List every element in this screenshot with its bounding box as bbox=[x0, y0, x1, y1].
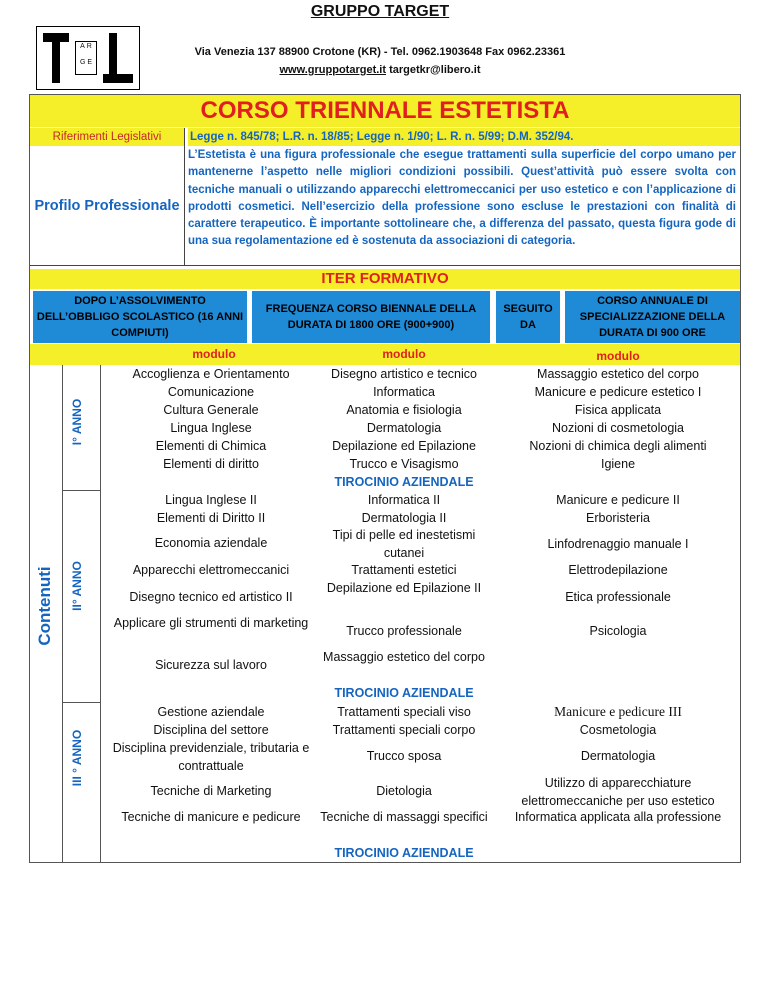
module-item: Informatica applicata alla professione bbox=[514, 810, 722, 824]
module-item: Apparecchi elettromeccanici bbox=[132, 563, 290, 577]
profilo-text: L’Estetista è una figura professionale che esegue trattamenti sulla superficie del corpo umano per mantenerne l’aspetto nelle migliori condizioni possibili. Quest’attività può essere svolta con tecniche manuali o utilizzando apparecchi elettromeccanici per uso estetico e con l’applicazione di prodotti cosmetici. Nell’esercizio della professione sono escluse le prestazioni con finalità di carattere terapeutico. È importante sottolineare che, a differenza del passato, questa figura gode di una sua regolamentazione ed è sostenuta da associazioni di categoria. bbox=[188, 149, 736, 248]
year-1-cell bbox=[62, 365, 100, 490]
contenuti-label: Contenuti bbox=[35, 566, 54, 646]
year-3-label: III ° ANNO bbox=[70, 729, 84, 787]
year-1-col-2 bbox=[312, 365, 496, 491]
logo bbox=[36, 26, 140, 90]
module-item: Elementi di Diritto II bbox=[156, 511, 266, 525]
header-annuale: CORSO ANNUALE DI SPECIALIZZAZIONE DELLA DURATA DI 900 ORE bbox=[565, 291, 740, 343]
module-item: Dietologia bbox=[376, 784, 432, 798]
divider bbox=[30, 265, 740, 266]
module-item: Informatica II bbox=[367, 493, 441, 507]
module-item: Cultura Generale bbox=[163, 403, 259, 417]
module-item: Trucco professionale bbox=[346, 624, 462, 638]
module-item: Utilizzo di apparecchiature elettromeccaniche per uso estetico bbox=[521, 776, 715, 808]
module-item: Etica professionale bbox=[565, 590, 671, 604]
iter-title: ITER FORMATIVO bbox=[30, 269, 740, 289]
module-item: Dermatologia bbox=[366, 421, 442, 435]
module-item: Psicologia bbox=[589, 624, 647, 638]
module-item: Linfodrenaggio manuale I bbox=[547, 537, 689, 551]
module-item: Elettrodepilazione bbox=[568, 563, 668, 577]
module-item: Trucco sposa bbox=[366, 749, 442, 763]
rif-label: Riferimenti Legislativi bbox=[30, 128, 184, 146]
module-item: Manicure e pedicure II bbox=[556, 493, 680, 507]
module-item: Manicure e pedicure III bbox=[554, 704, 682, 719]
company-title: GRUPPO TARGET bbox=[310, 3, 450, 20]
module-item: Tecniche di Marketing bbox=[150, 784, 272, 798]
module-item: Tecniche di massaggi specifici bbox=[320, 810, 488, 824]
module-item: Anatomia e fisiologia bbox=[346, 403, 462, 417]
module-item: Trattamenti speciali viso bbox=[337, 705, 471, 719]
modulo-label: modulo bbox=[596, 349, 640, 363]
company-address: Via Venezia 137 88900 Crotone (KR) - Tel. 0962.1903648 Fax 0962.23361 bbox=[194, 46, 566, 58]
module-item: Accoglienza e Orientamento bbox=[132, 367, 290, 381]
module-item: Cosmetologia bbox=[579, 723, 657, 737]
module-item: Informatica bbox=[373, 385, 435, 399]
module-item: Manicure e pedicure estetico I bbox=[534, 385, 702, 399]
module-item: Applicare gli strumenti di marketing bbox=[113, 616, 309, 630]
year-3-cell bbox=[62, 703, 100, 862]
website-link[interactable]: www.gruppotarget.it bbox=[279, 64, 387, 76]
modulo-label: modulo bbox=[192, 347, 236, 361]
divider bbox=[100, 365, 101, 862]
module-item: Depilazione ed Epilazione II bbox=[326, 581, 482, 595]
course-title: CORSO TRIENNALE ESTETISTA bbox=[200, 97, 570, 124]
module-item: Dermatologia bbox=[580, 749, 656, 763]
year-1-col-1 bbox=[111, 365, 311, 473]
module-item: Massaggio estetico del corpo bbox=[323, 650, 485, 664]
module-item: Massaggio estetico del corpo bbox=[537, 367, 699, 381]
module-item: Nozioni di chimica degli alimenti bbox=[529, 439, 707, 453]
modulo-label: modulo bbox=[382, 347, 426, 361]
module-item: Sicurezza sul lavoro bbox=[155, 658, 267, 672]
company-contacts bbox=[150, 64, 610, 76]
logo-t-mark bbox=[43, 33, 69, 83]
year-2-label: II° ANNO bbox=[70, 561, 84, 611]
module-item: Economia aziendale bbox=[154, 536, 268, 550]
module-item: Comunicazione bbox=[167, 385, 255, 399]
module-item: Trattamenti speciali corpo bbox=[332, 723, 476, 737]
module-item: Tipi di pelle ed inestetismi cutanei bbox=[332, 528, 476, 560]
module-item: Dermatologia II bbox=[361, 511, 447, 525]
module-item: Trattamenti estetici bbox=[351, 563, 457, 577]
tirocinio-label: TIROCINIO AZIENDALE bbox=[334, 846, 474, 860]
year-1-col-3 bbox=[496, 365, 740, 473]
year-2-cell bbox=[62, 491, 100, 702]
email-address[interactable]: targetkr@libero.it bbox=[389, 64, 481, 76]
module-item: Igiene bbox=[600, 457, 636, 471]
module-item: Gestione aziendale bbox=[157, 705, 265, 719]
profilo-label: Profilo Professionale bbox=[34, 197, 180, 214]
module-item: Lingua Inglese bbox=[170, 421, 252, 435]
logo-letters-box: A R G E bbox=[75, 41, 97, 75]
module-item: Erboristeria bbox=[586, 511, 650, 525]
module-item: Fisica applicata bbox=[574, 403, 662, 417]
module-item: Disegno tecnico ed artistico II bbox=[129, 590, 293, 604]
tirocinio-label: TIROCINIO AZIENDALE bbox=[334, 686, 474, 700]
module-item: Disegno artistico e tecnico bbox=[331, 367, 477, 381]
module-item: Tecniche di manicure e pedicure bbox=[121, 810, 301, 824]
module-item: Nozioni di cosmetologia bbox=[551, 421, 684, 435]
header-obbligo: DOPO L’ASSOLVIMENTO DELL’OBBLIGO SCOLASTICO (16 ANNI COMPIUTI) bbox=[33, 291, 247, 343]
module-item: Disciplina del settore bbox=[153, 723, 269, 737]
header-seguito: SEGUITO DA bbox=[496, 291, 560, 343]
module-item: Depilazione ed Epilazione bbox=[332, 439, 476, 453]
module-item: Elementi di Chimica bbox=[155, 439, 267, 453]
logo-l-mark bbox=[103, 33, 133, 83]
rif-text: Legge n. 845/78; L.R. n. 18/85; Legge n. 1/90; L. R. n. 5/99; D.M. 352/94. bbox=[188, 128, 740, 146]
year-1-label: I° ANNO bbox=[70, 398, 84, 446]
module-item: Trucco e Visagismo bbox=[349, 457, 459, 471]
module-item: Elementi di diritto bbox=[163, 457, 259, 471]
module-item: Disciplina previdenziale, tributaria e contrattuale bbox=[112, 741, 310, 773]
header-biennale: FREQUENZA CORSO BIENNALE DELLA DURATA DI 1800 ORE (900+900) bbox=[252, 291, 490, 343]
module-item: Lingua Inglese II bbox=[165, 493, 257, 507]
divider bbox=[184, 128, 185, 265]
contenuti-label-cell bbox=[30, 560, 61, 660]
tirocinio-label: TIROCINIO AZIENDALE bbox=[334, 475, 474, 489]
